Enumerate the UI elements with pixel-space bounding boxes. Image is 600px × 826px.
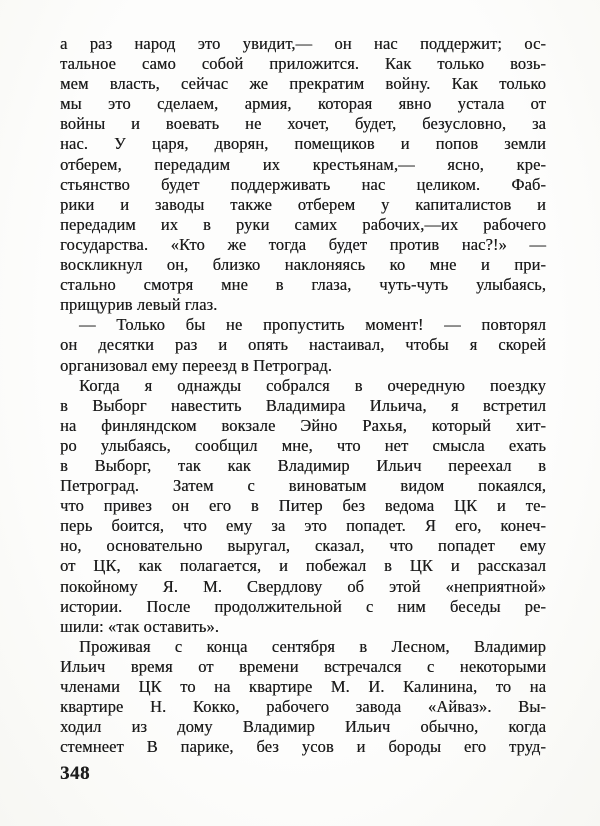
- text-line: нас. У царя, дворян, помещиков и попов земли: [60, 134, 546, 154]
- text-line: стально смотря мне в глаза, чуть-чуть улыбаясь,: [60, 275, 546, 295]
- text-line: воскликнул он, близко наклоняясь ко мне и при-: [60, 255, 546, 275]
- text-line: мем власть, сейчас же прекратим войну. Как только: [60, 74, 546, 94]
- text-line: государства. «Кто же тогда будет против нас?!» —: [60, 234, 546, 254]
- page-number: 348: [60, 763, 90, 784]
- text-line: прищурив левый глаз.: [60, 295, 218, 315]
- text-line: передадим их в руки самих рабочих,—их рабочего: [60, 214, 546, 234]
- text-line: а раз народ это увидит,— он нас поддержит; ос-: [60, 34, 546, 53]
- text-line: членами ЦК то на квартире М. И. Калинина, то на: [60, 677, 546, 696]
- text-line: ро улыбаясь, сообщил мне, что нет смысла ехать: [60, 435, 546, 455]
- text-line: но, основательно выругал, сказал, что попадет ему: [60, 536, 546, 556]
- text-line: ходил из дому Владимир Ильич обычно, когда: [60, 717, 546, 737]
- text-line: Проживая с конца сентября в Лесном, Владимир: [79, 636, 546, 656]
- text-line: что привез он его в Питер без ведома ЦК и те-: [60, 496, 546, 516]
- text-line: — Только бы не пропустить момент! — повторял: [79, 315, 546, 335]
- text-line: в Выборг навестить Владимира Ильича, я встретил: [60, 395, 546, 415]
- text-line: Петроград. Затем с виноватым видом покаялся,: [60, 476, 546, 496]
- text-line: Когда я однажды собрался в очередную поездку: [79, 375, 546, 395]
- text-line: квартире Н. Кокко, рабочего завода «Айваз». Вы-: [60, 697, 546, 717]
- text-line: Ильич время от времени встречался с некоторыми: [60, 656, 546, 676]
- text-line: организовал ему переезд в Петроград.: [60, 355, 332, 375]
- text-line: стемнеет В парике, без усов и бороды его труд-: [60, 737, 546, 757]
- text-line: шили: «так оставить».: [60, 616, 219, 636]
- text-line: рики и заводы также отберем у капиталистов и: [60, 194, 546, 214]
- text-line: перь боится, что ему за это попадет. Я его, конеч-: [60, 516, 546, 536]
- text-line: стьянство будет поддерживать нас целиком. Фаб-: [60, 174, 546, 194]
- text-line: истории. После продолжительной с ним беседы ре-: [60, 596, 546, 616]
- text-line: покойному Я. М. Свердлову об этой «неприятной»: [60, 576, 546, 596]
- text-line: на финляндском вокзале Эйно Рахья, который хит-: [60, 415, 546, 435]
- text-line: отберем, передадим их крестьянам,— ясно, кре-: [60, 154, 546, 174]
- text-line: войны и воевать не хочет, будет, безусловно, за: [60, 114, 546, 134]
- page-text: [60, 34, 546, 757]
- text-line: тальное само собой приложится. Как только возь-: [60, 54, 546, 74]
- text-line: в Выборг, так как Владимир Ильич переехал в: [60, 455, 546, 475]
- text-line: от ЦК, как полагается, и побежал в ЦК и рассказал: [60, 556, 546, 576]
- text-line: он десятки раз и опять настаивал, чтобы я скорей: [60, 335, 546, 355]
- text-line: мы это сделаем, армия, которая явно устала от: [60, 94, 546, 114]
